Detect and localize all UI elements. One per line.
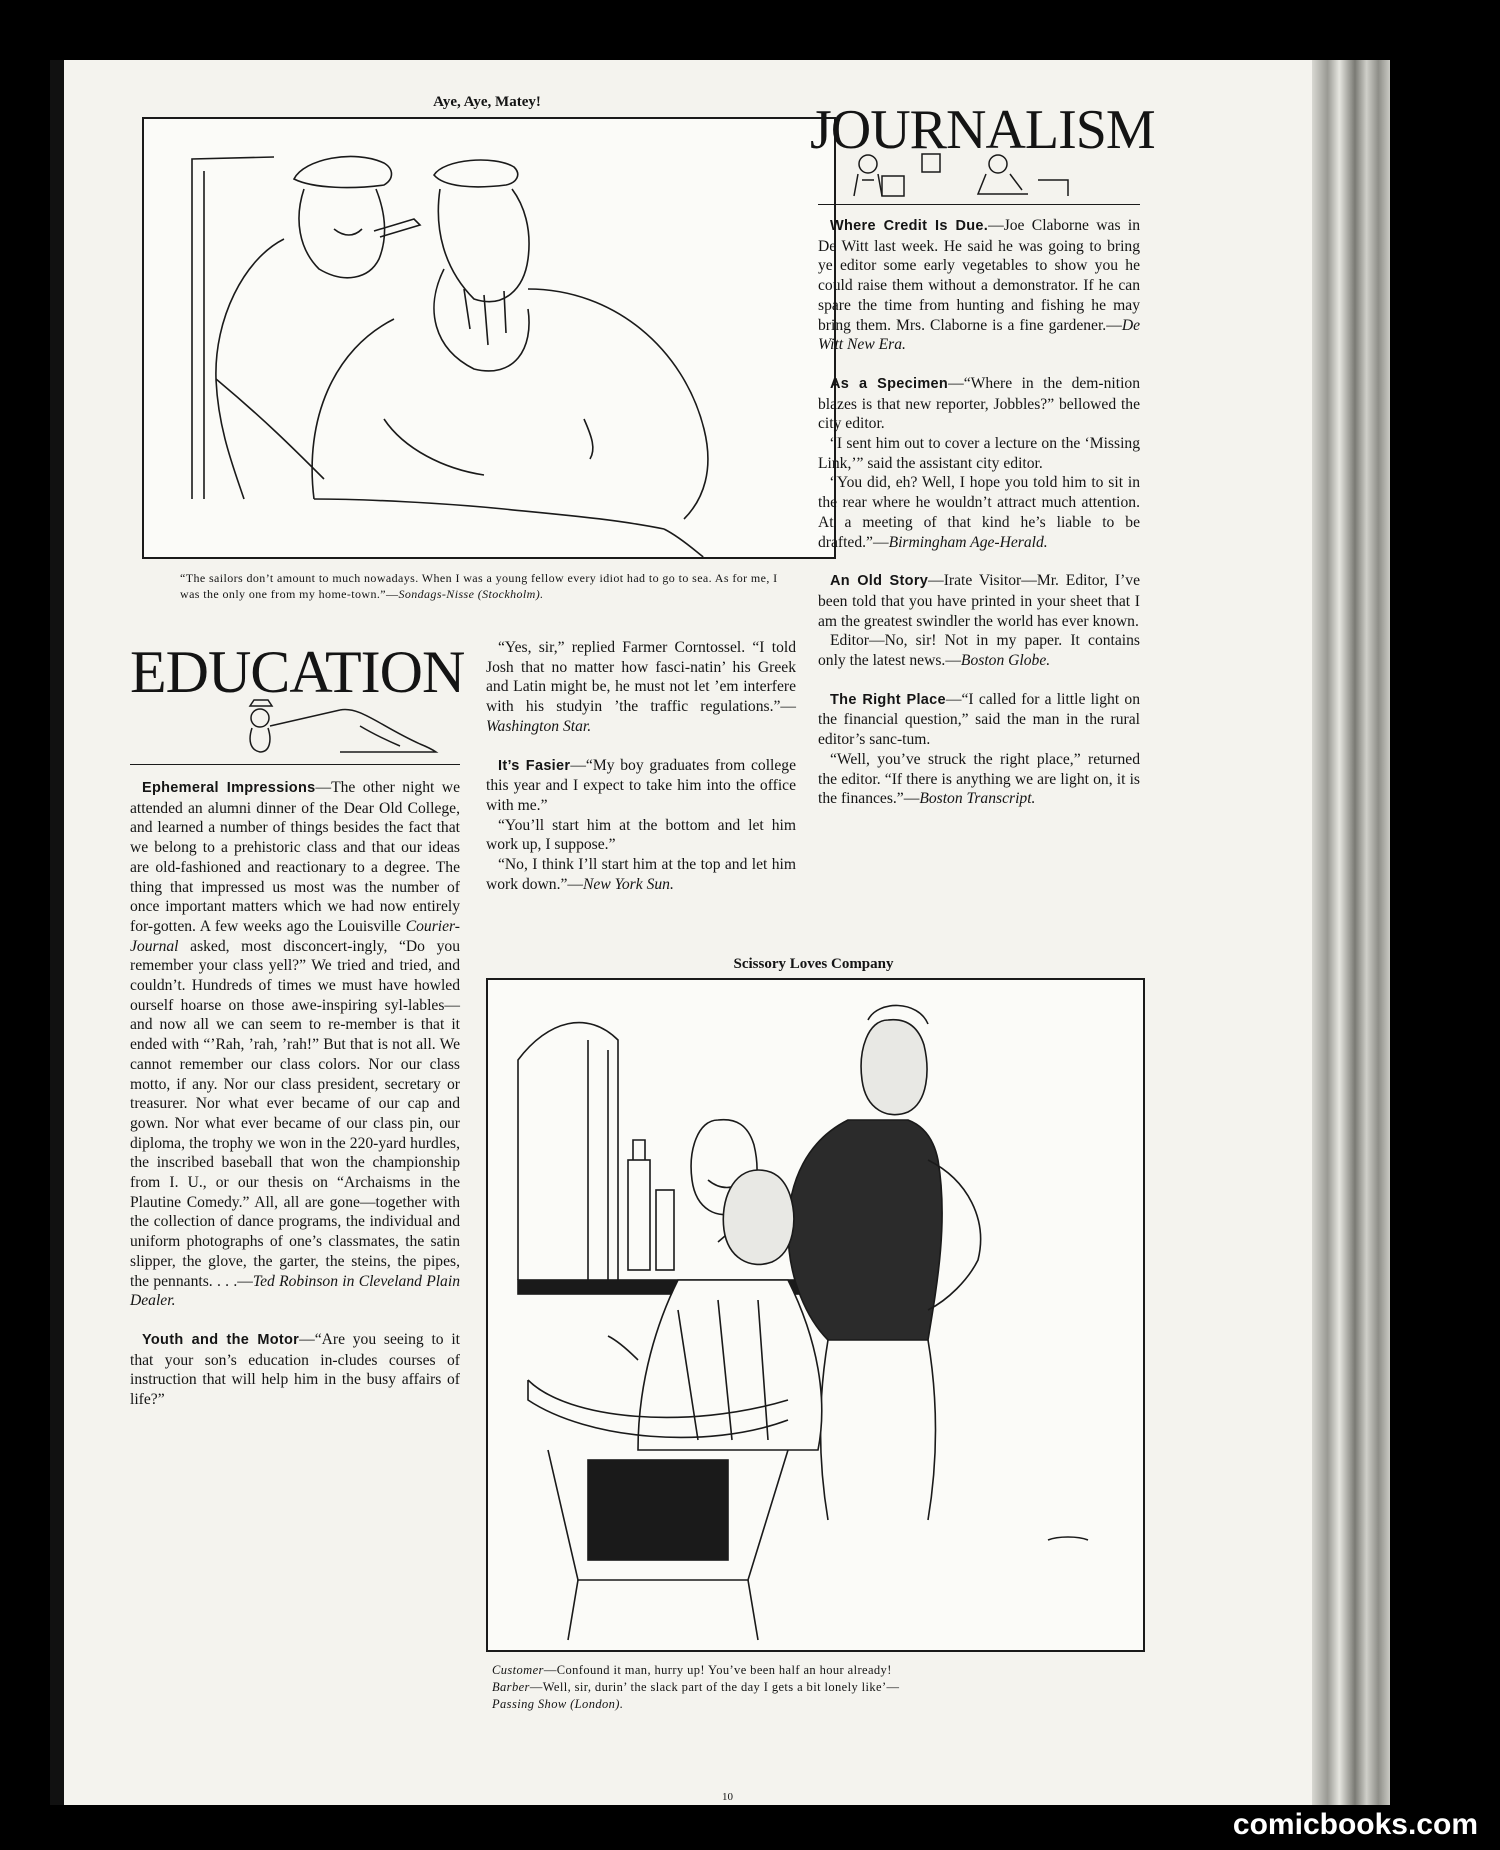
journalism-item-1-head: Where Credit Is Due. [830,218,989,234]
journalism-item-1-source: De Witt New Era. [818,316,1140,354]
barber-line: Barber—Well, sir, durin’ the slack part of the day I gets a bit lonely like’— [492,1680,900,1694]
journalism-column: Where Credit Is Due.—Joe Claborne was in De Witt last week. He said he was going to bring ye editor some early vegetables to show you he could raise them without a demonstrator. If he can spare the time from hunting and fishing he may bring them. Mrs. Claborne is a fine gardener.—De Witt New Era. As a Specimen—“Where in the dem-nition blazes is that new reporter, Jobbles?” bellowed the city editor. “I sent him out to cover a lecture on the ‘Missing Link,’” said the assistant city editor. “You did, eh? Well, I hope you told him to sit in the rear where he wouldn’t attract much attention. At a meeting of that kind he’s liable to be drafted.”—Birmingham Age-Herald. An Old Story—Irate Visitor—Mr. Editor, I’ve been told that you have printed in your sheet that I am the greatest swindler the world has ever known. Editor—No, sir! Not in my paper. It contains only the latest news.—Boston Globe. The Right Place—“I called for a little light on the financial question,” said the man in the rural editor’s sanc-tum. “Well, you’ve struck the right place,” returned the editor. “If there is anything we are light on, it is the finances.”—Boston Transcript. [818,217,1141,808]
education-rule [130,764,460,765]
cartoon-title-top: Aye, Aye, Matey! [433,94,541,110]
ny-sun-source: New York Sun. [583,875,674,893]
journalism-vignette [818,150,1140,202]
customer-line: Customer—Confound it man, hurry up! You’ve been half an hour already! [492,1663,892,1677]
its-fasier: It’s Fasier—“My boy graduates from college this year and I expect to take him into the office with me.” [486,756,796,814]
cartoon-barbershop [486,978,1145,1652]
sailors-illustration [144,119,834,557]
magazine-page [50,60,1390,1805]
passing-show-source: Passing Show (London). [492,1697,624,1711]
cartoon-caption-bottom [492,1662,1112,1713]
watermark: comicbooks.com [1232,1808,1478,1841]
barbershop-illustration [488,980,1143,1650]
page-number: 10 [722,1791,733,1803]
journalism-heading: JOURNALISM [810,99,1155,161]
journalism-item-4-source: Boston Transcript. [919,790,1036,808]
journalism-item-3-head: An Old Story [830,573,929,590]
washington-star-source: Washington Star. [486,717,592,735]
cartoon-sailors [142,117,836,559]
youth-head: Youth and the Motor [142,1331,300,1348]
education-vignette [190,696,460,756]
journalism-item-2-source: Birmingham Age-Herald. [888,533,1048,551]
education-column-2: “Yes, sir,” replied Farmer Corntossel. “I told Josh that no matter how fasci-natin’ his Greek and Latin might be, he must not let ’em interfere with his studyin ’the traffic regulations.”—Washington Star. It’s Fasier—“My boy graduates from college this year and I expect to take him into the office with me.” “You’ll start him at the bottom and let him work up, I suppose.” “No, I think I’ll start him at the top and let him work down.”—New York Sun. [486,639,796,893]
left-page-edge [50,60,64,1805]
journalism-item-2: As a Specimen—“Where in the dem-nition blazes is that new reporter, Jobbles?” bellowed the city editor. [818,374,1141,433]
journalism-item-4: The Right Place—“I called for a little light on the financial question,” said the man in the rural editor’s sanc-tum. [818,690,1140,749]
ephemeral-impressions: Ephemeral Impressions—The other night we attended an alumni dinner of the Dear Old College, and learned a number of things besides the fact that we belong to a prehistoric class and that our ideas are old-fashioned and reactionary to a degree. The thing that impressed us most was the number of once important matters which we had now entirely for-gotten. A few weeks ago the Louisville Courier-Journal asked, most disconcert-ingly, “Do you remember your class yell?” We tried and tried, and couldn’t. Hundreds of times we must have howled ourself hoarse on those awe-inspiring syl-lables—and now all we can seem to re-member is that it ended with “’Rah, ’rah, ’rah!” But that is not all. We cannot remember our class colors. Nor our class motto, if any. Nor our class president, secretary or treasurer. Nor what ever became of our cap and gown. Nor what ever became of our class pin, our diploma, the trophy we won in the 220-yard hurdles, the inscribed baseball that won the championship from I. U., or our thesis on “Archaisms in the Plautine Comedy.” All, all are gone—together with the collection of dance programs, the individual and uniform photographs of one’s classmates, the satin slipper, the glove, the garter, the steins, the pipes, the pennants. . . .—Ted Robinson in Cleveland Plain Dealer. [130,779,460,1310]
youth-and-motor: Youth and the Motor—“Are you seeing to it that your son’s education in-cludes courses of instruction that will help him in the busy affairs of life?” [130,1330,460,1409]
ephemeral-head: Ephemeral Impressions [142,780,316,796]
caption-source: Sondags-Nisse (Stockholm). [398,587,544,601]
fasier-head: It’s Fasier [498,757,571,774]
ephemeral-source: Ted Robinson in Cleveland Plain Dealer. [130,1272,460,1310]
cartoon-title-bottom: Scissory Loves Company [733,956,894,972]
education-column-1 [130,778,460,1410]
education-heading: EDUCATION [130,639,465,705]
journalism-rule [818,204,1140,205]
book-spine [1312,60,1390,1805]
journalism-item-3: An Old Story—Irate Visitor—Mr. Editor, I’ve been told that you have printed in your sheet that I am the greatest swindler the world has ever known. [818,572,1141,630]
caption-quote: “The sailors don’t amount to much nowadays. When I was a young fellow every idiot had to go to sea. As for me, I was the only one from my home-town.”— [180,571,778,601]
cartoon-caption-top [180,570,800,602]
journalism-item-4-head: The Right Place [830,691,946,708]
journalism-item-3-source: Boston Globe. [960,652,1051,670]
journalism-item-1: Where Credit Is Due.—Joe Claborne was in De Witt last week. He said he was going to bring ye editor some early vegetables to show you he could raise them without a demonstrator. If he can spare the time from hunting and fishing he may bring them. Mrs. Claborne is a fine gardener.—De Witt New Era. [818,217,1140,354]
journalism-item-2-head: As a Specimen [830,375,949,392]
